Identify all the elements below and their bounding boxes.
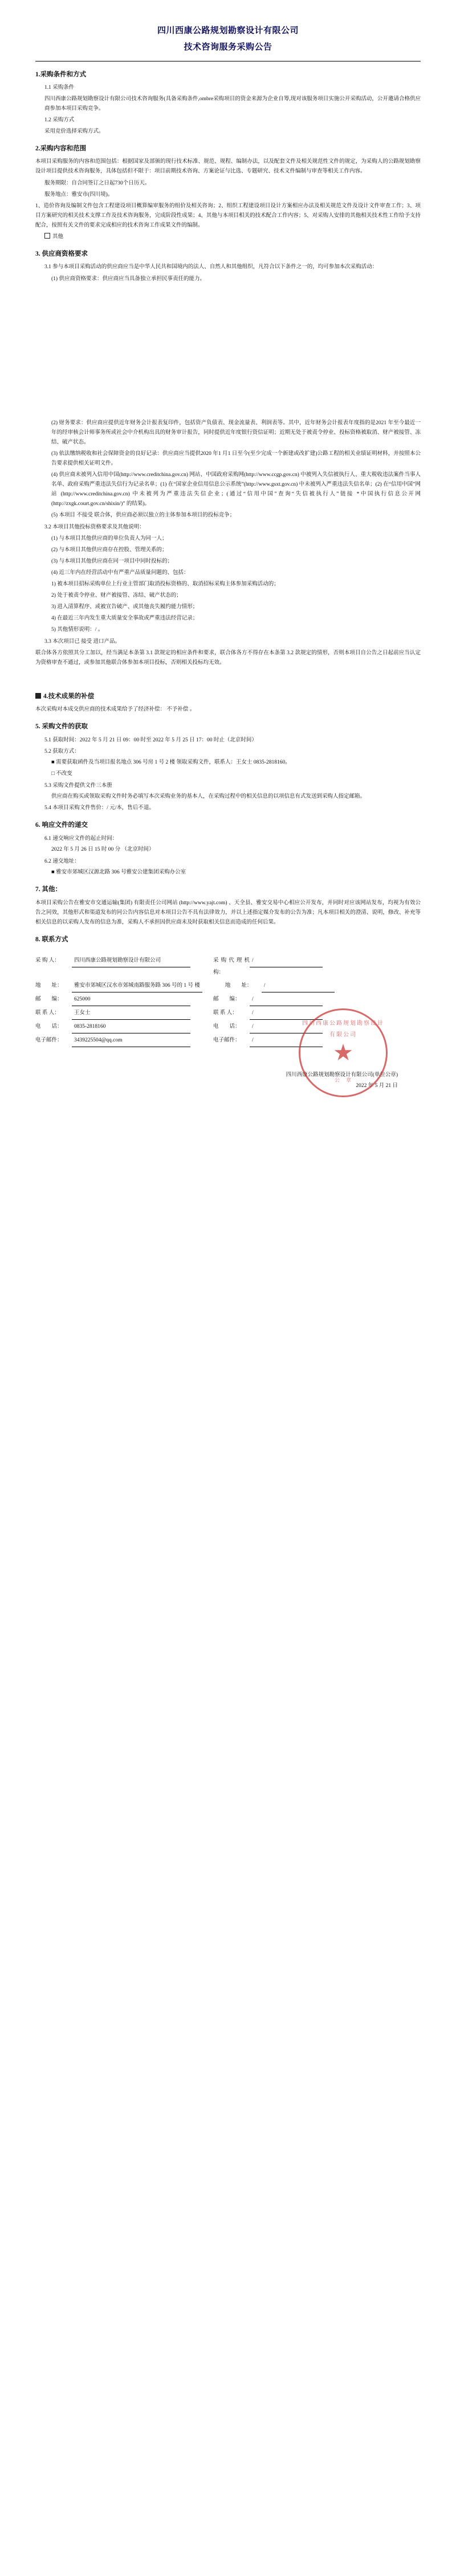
section-3-3: 3.3 本次项目已 接受 进口产品。 <box>44 638 121 645</box>
contact-label-email: 电子邮件： <box>35 1037 63 1043</box>
section-5-heading: 5. 采购文件的获取 <box>35 723 88 731</box>
section-3-2-1: (1) 与本项目其他供应商的单位负责人为同一人； <box>51 535 168 542</box>
agent-label-phone: 电 话： <box>213 1023 241 1029</box>
footer-organization: 四川西康公路规划勘察设计有限公司(单位公章) <box>286 1072 398 1078</box>
seal-bottom-text: 公 章 <box>334 1077 352 1083</box>
contact-value-person: 王女士 <box>72 1007 190 1020</box>
section-3-1-2: (2) 财务要求：供应商应提供近年财务会计报表复印件，包括资产负债表、现金流量表、利润表等。其中，近年财务会计报表年度指的是2021 年至今最近一年的经审核会计师事务所或社会中介机构出具的财务审计报告，同时提供近年度银行资信证明；近期无处于被责令停业、投标资格被取消、财产被接管、冻结、破产状态。 <box>51 420 421 445</box>
agent-label: 采购代理机构： <box>213 958 250 976</box>
contact-buyer-row <box>35 955 421 979</box>
contact-label-address: 地 址： <box>35 983 63 989</box>
section-5-3-label: 5.3 采购文件提供文件三本册 <box>44 782 112 789</box>
section-6-1-label: 6.1 递交响应文件的起止时间： <box>44 835 118 842</box>
section-7-text: 本项目采购公告在雅安市交通运输(集团) 有限责任公司网站 (http://www.yajt.com) 、天全县、雅安交易中心相应公开发布，并同时对应该网站发布，均视为有效公告之同效，其他形式和渠道发布的同公告内容信息对本项目公告不具有法律效力，并以上述指定媒介发布的公告为准；凡本项目相关的澄清、说明，修改、补充等相关信息的以采购人发布的信息为准，采购人不承担因供应商未及时获取相关信息而造成的任何后果。 <box>35 900 421 925</box>
checkbox-section4-icon[interactable] <box>35 693 41 699</box>
contact-value-postcode: 625000 <box>72 994 190 1006</box>
section-2-other-label: 其他 <box>52 233 64 240</box>
section-3-2-4-4: 4) 在最近三年内发生重大质量安全事故或严重违法经营记录； <box>51 616 198 622</box>
agent-label-person: 联 系 人： <box>213 1010 238 1016</box>
star-icon: ★ <box>333 1039 353 1065</box>
section-3-2-4-3: 3) 进入清算程序、或被宣告破产、或其他丧失履约能力情形； <box>51 604 198 610</box>
section-3-2-4-5: 5) 其他情形说明：/ 。 <box>51 627 104 633</box>
agent-value-address: / <box>262 980 335 992</box>
spacer-block-1 <box>35 286 421 417</box>
buyer-value: 四川西康公路规划勘察设计有限公司 <box>72 955 190 967</box>
section-8-heading: 8. 联系方式 <box>35 936 68 943</box>
section-3-4: 联合体各方依照其分工加以，经当满足本条第 3.1 款规定的相应条件和要求，联合体各方不得存在本条第 3.2 款规定的情形，否则本项目自公告之日起前应当认定为资格审查不通过，或参加其他联合体参加本项目投标，否则相关投标均无效。 <box>35 650 421 666</box>
document-title-line1: 四川西康公路规划勘察设计有限公司 <box>157 26 299 35</box>
section-4-heading-label: 4.技术成果的补偿 <box>43 692 95 700</box>
agent-value-phone: / <box>250 1021 323 1033</box>
section-5-1: 5.1 获取时间：2022 年 5 月 21 日 09：00 时至 2022 年 5 月 25 日 17：00 时止（北京时间） <box>44 737 257 743</box>
section-1-1-label: 1.1 采购条件 <box>44 85 75 91</box>
contact-label-person: 联 系 人： <box>35 1010 60 1016</box>
section-3-2-4-1: 1) 被本项目招标采购单位上行业主管部门取消投标资格的、取消招标采购主体参加采购活动的； <box>51 581 279 588</box>
section-1-1-text: 四川西康公路规划勘察设计有限公司技术咨询服务(具备采购条件,ombre采购项目的资金来源为企业自筹,现对该服务项目实施公开采购活动，公开邀请合格供应商参加本项目采购竞争。 <box>44 96 421 112</box>
section-2-paragraph-1: 本项目采购服务的内容和范围包括：根据国家及部颁的现行技术标准、规范、规程、编制办法，以及配套文件及相关规范性文件的规定，为采购人的公路规划勘察设计项目提供技术咨询服务，具体包括但不限于：项目前期技术咨询、方案论证与比选、专题研究、技术文件编制与审查等相关工作内容。 <box>35 159 421 175</box>
section-3-1: 3.1 参与本项目采购活动的供应商应当是中华人民共和国境内的法人、自然人和其他组织，凡符合以下条件之一的，均可参加本次采购活动： <box>44 264 378 270</box>
section-7-heading: 7. 其他： <box>35 886 62 893</box>
section-3-1-1: (1) 供应商资格要求：供应商应当具备独立承担民事责任的能力。 <box>51 276 205 282</box>
contact-value-email: 3439225504@qq.com <box>72 1035 190 1047</box>
spacer-block-2 <box>35 670 421 684</box>
contact-row <box>35 1035 421 1047</box>
footer-date: 2022 年 5 月 21 日 <box>356 1082 398 1089</box>
section-4-heading <box>35 691 421 702</box>
agent-label-email: 电子邮件： <box>213 1037 241 1043</box>
section-3-2: 3.2 本项目其他投标资格要求及其他说明： <box>44 524 145 530</box>
section-5-2-option-a: ■ 需要获取函件及当项目报名地点 306 号房 1 号 2 楼 领取采购文件，联系人：王女士 0835-2818160。 <box>51 760 291 766</box>
contact-row <box>35 1021 421 1033</box>
contact-label-phone: 电 话： <box>35 1023 63 1029</box>
contact-block <box>35 955 421 1047</box>
contact-value-phone: 0835-2818160 <box>72 1021 190 1033</box>
contact-row <box>35 980 421 992</box>
section-3-1-5: (5) 本项目 不接受 联合体，供应商必须以独立的主体参加本项目的投标竞争； <box>51 512 235 519</box>
section-5-3-text: 供应商在购买或领取采购文件时务必填写本次采购业务的基本人，在采购过程中的相关信息的以项信息有式发送到采购人指定邮箱。 <box>51 794 366 800</box>
contact-row <box>35 1007 421 1020</box>
section-1-heading: 1.采购条件和方式 <box>35 71 87 78</box>
agent-label-postcode: 邮 编： <box>213 996 241 1002</box>
contact-value-address: 雅安市郊城区汉水市郊城南路服务路 306 号的 1 号 楼 <box>72 980 202 992</box>
section-6-2-address: ■ 雅安市郊城区汉源北路 306 号雅安公建集团采购办公室 <box>51 869 186 876</box>
agent-value-email: / <box>250 1035 323 1047</box>
section-5-4: 5.4 本项目采购文件售价：/ 元/本，售后不退。 <box>44 805 154 811</box>
section-1-2-text: 采用竞价选择采购方式。 <box>44 128 104 134</box>
section-3-2-4: (4) 近三年内在经营活动中有严重产品质量问题的、包括： <box>51 569 189 576</box>
seal-top-text: 四川西康公路规划勘察设计有限公司 <box>302 1020 384 1038</box>
section-3-2-4-2: 2) 处于被责令停业、财产被接管、冻结、破产状态的； <box>51 593 182 599</box>
document-title-line2: 技术咨询服务采购公告 <box>184 42 272 52</box>
section-6-2-label: 6.2 递交地址： <box>44 858 80 864</box>
section-1-2-label: 1.2 采购方式 <box>44 117 75 124</box>
section-2-heading: 2.采购内容和范围 <box>35 145 87 152</box>
section-6-1-time: 2022 年 5 月 26 日 15 时 00 分 （北京时间） <box>51 847 154 853</box>
agent-value-postcode: / <box>250 994 323 1006</box>
contact-label-postcode: 邮 编： <box>35 996 63 1002</box>
agent-value-person: / <box>250 1007 323 1020</box>
document-title <box>35 23 421 55</box>
section-6-heading: 6. 响应文件的递交 <box>35 822 88 829</box>
agent-value: / <box>250 955 323 967</box>
agent-label-address: 地 址： <box>225 983 253 989</box>
section-3-1-4: (4) 供应商未被列入信用中国(http://www.creditchina.gov.cn) 网站、中国政府采购网(http://www.ccgp.gov.cn) 中被列入失信被执行人、重大税收违法案件当事人名单、政府采购严重违法失信行为记录名单；(1) 在“国家企业信用信息公示系统”(http://www.gsxt.gov.cn) 中未被列入严重违法失信名单；(2) 在“信用中国”网站 (http://www.creditchina.gov.cn) 中未被列为严重违法失信企业；(通过“信用中国”查询“失信被执行人”链接 *中国执行信息公开网 (http://zxgk.court.gov.cn/shixin/)” 的结果)。 <box>51 472 421 507</box>
section-4-text: 本次采购对本成交供应商的技术成果给予了经济补偿： 不予补偿 。 <box>35 707 196 713</box>
contact-row <box>35 994 421 1006</box>
section-3-1-3: (3) 依法缴纳税收和社会保障资金的良好记录：供应商应当提供2020 年1 月1 日至今(至少完成一个新建或改扩建)公路工程的相关业绩证明材料，并按照本公告要求提供相关证明文件。 <box>51 450 421 467</box>
section-3-2-2: (2) 与本项目其他供应商存在控股、管理关系的； <box>51 547 168 553</box>
service-period: 服务期限：自合同签订之日起730个日历天。 <box>44 180 150 186</box>
section-2-paragraph-2: 1、造价咨询及编制文件包含工程建设项目概算编审服务的组价及相关咨询；2、组织工程建设项目设计方案相应办法及相关规范文件及设计文件审查工作；3、项目方案研究的相关技术支撑工作及技术咨询服务，完成阶段性成果；4、其他与本项目相关的技术配合工作内容；5、对采购人安排的其他相关技术性工作给予支持配合，按照有关文件的要求完成相应的技术咨询工作成果文件的编制。 <box>35 203 421 228</box>
section-2-other-checkbox-row <box>44 232 421 242</box>
section-3-2-3: (3) 与本项目其他供应商在同一项目中同时投标的； <box>51 558 173 564</box>
section-5-2-label: 5.2 获取方式： <box>44 748 80 754</box>
section-5-2-option-b: □ 不改变 <box>51 771 72 777</box>
service-location: 服务地点：雅安市(四川境)。 <box>44 191 113 198</box>
section-3-heading: 3. 供应商资格要求 <box>35 251 88 258</box>
buyer-label: 采 购 人： <box>35 958 60 964</box>
checkbox-other-icon[interactable] <box>44 233 50 239</box>
